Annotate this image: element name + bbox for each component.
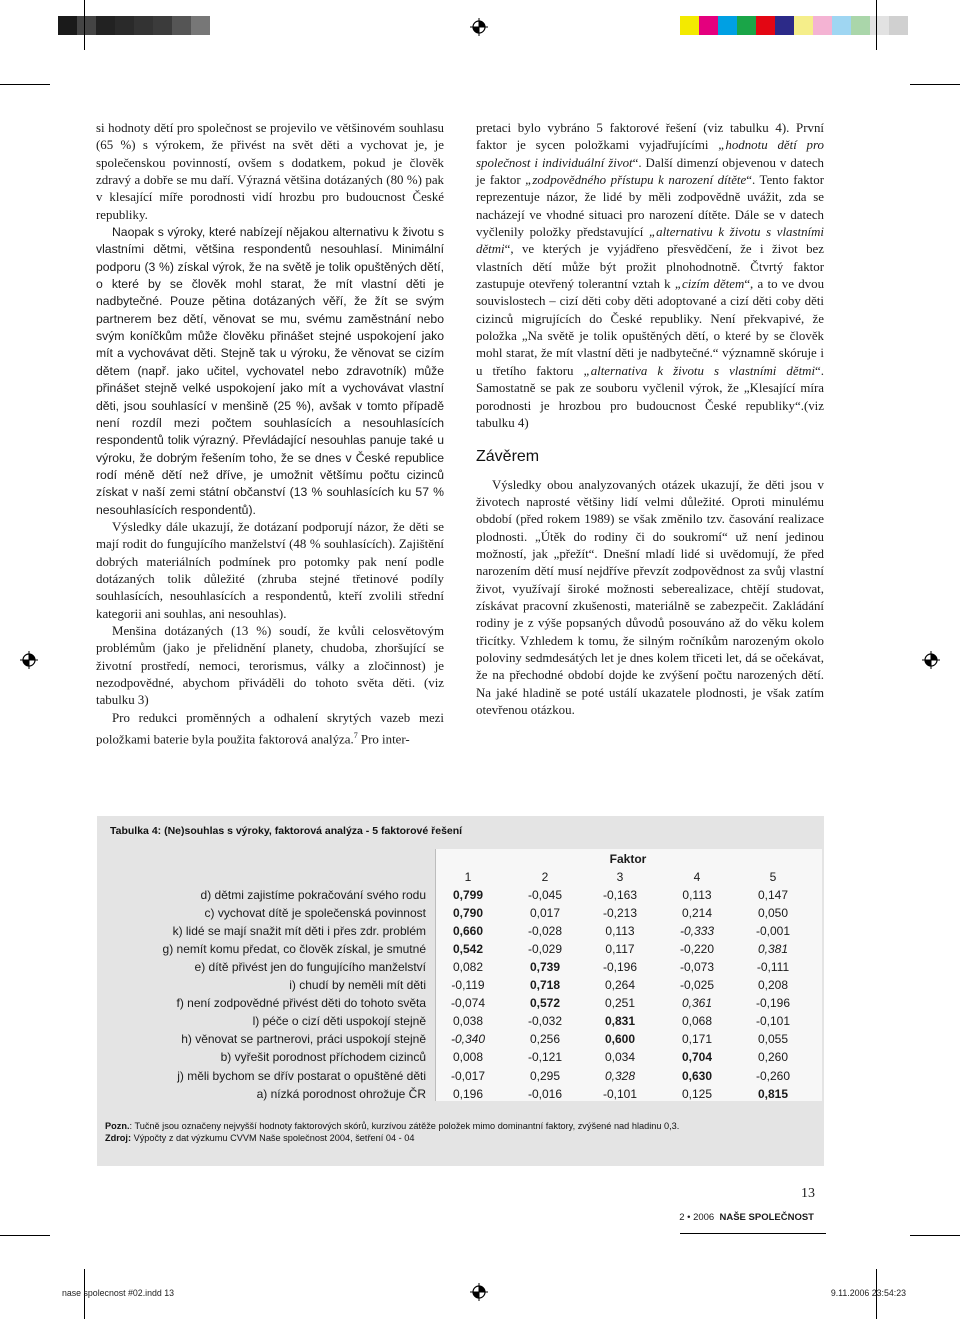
table-cell: -0,119 — [451, 978, 485, 993]
table-cell: -0,111 — [756, 960, 790, 975]
table-cell: -0,101 — [755, 1014, 791, 1029]
magazine-name: NAŠE SPOLEČNOST — [719, 1212, 814, 1223]
table-faktor-header: Faktor — [609, 852, 647, 866]
text-run-italic: „alternativu k životu s vlastními dětmi — [476, 225, 825, 257]
table-cell: 0,208 — [757, 978, 789, 993]
table-row — [97, 888, 821, 906]
table-row — [97, 1032, 821, 1050]
table-cell: 0,017 — [529, 906, 561, 921]
table-cell: 0,082 — [452, 960, 484, 975]
table-cell: -0,073 — [679, 960, 715, 975]
table-cell: 0,381 — [757, 942, 789, 957]
table-cell: 0,256 — [529, 1032, 561, 1047]
table-cell: 0,630 — [681, 1068, 713, 1083]
slug-date: 9.11.2006 23:54:23 — [830, 1288, 906, 1298]
table-cell: 0,068 — [681, 1014, 713, 1029]
left-paragraph-2: Naopak s výroky, které nabízejí nějakou alternativu k životu s vlastními dětmi, většina respondentů nesouhlasí. Minimální podporu (3 %) získal výrok, že na světě je tolik opuštěných dětí, o které by se člověk mohl starat, že mít vlastní děti je nadbytečné. Pouze pětina dotázaných věří, že žít se svým partnerem bez dětí, věnovat se mu, svému zaměstnání nebo svým koníčkům může člověku přinášet stejné uspokojení jako mít a vychovávat děti. Stejně tak u výroku, že věnovat se cizím dětem (např. jako učitel, vychovatel nebo zdravotník) může přinášet stejně velké uspokojení jako mít a vychovávat vlastní děti, jsou souhlasící v menšině (25 %), avšak v tomto případě není rozdíl mezi počtem souhlasících a nesouhlasících respondentů tolik výrazný. Převládající nesouhlas panuje také u výroku, že dobrým řešením toho, že se dnes v České republice rodí méně dětí než dříve, je umožnit většímu počtu cizinců získat v naší zemi státní občanství (13 % souhlasících ku 57 % nesouhlasících respondentů). — [96, 225, 444, 517]
column-header-2: 2 — [541, 870, 549, 884]
row-label: l) péče o cizí děti uspokojí stejně — [252, 1014, 426, 1029]
table-cell: 0,260 — [757, 1050, 789, 1065]
table-row — [97, 978, 821, 996]
column-header-1: 1 — [464, 870, 472, 884]
note-text: : Tučně jsou označeny nejvyšší hodnoty faktorových skórů, kurzívou zátěže položek mimo dominantní faktory, zvýšené nad hladinu 0,3. — [129, 1121, 680, 1131]
column-header-5: 5 — [769, 870, 777, 884]
right-column — [476, 120, 824, 719]
table-row — [97, 1069, 821, 1087]
column-header-3: 3 — [616, 870, 624, 884]
table-cell: 0,831 — [604, 1014, 636, 1029]
table-cell: 0,264 — [604, 978, 636, 993]
text-run-italic: „hodnotu dětí pro společnost i individuální život — [476, 138, 824, 170]
table-cell: 0,572 — [529, 996, 561, 1011]
table-cell: 0,790 — [452, 906, 484, 921]
table-cell: -0,029 — [527, 942, 563, 957]
left-paragraph-5 — [96, 710, 444, 749]
footer-rule — [680, 1233, 826, 1234]
issue-footer — [679, 1212, 814, 1223]
table-cell: -0,196 — [755, 996, 791, 1011]
table-cell: -0,196 — [602, 960, 638, 975]
left-paragraph-4: Menšina dotázaných (13 %) soudí, že kvůli celosvětovým problémům (jako je přelidnění planety, chudoba, zhoršující se životní prostředí, nemoci, terorismus, války a zločinnost) je nezodpovědné, abychom přiváděli do tohoto světa děti. (viz tabulku 3) — [96, 623, 444, 708]
table-cell: 0,328 — [604, 1068, 636, 1083]
right-paragraph-1 — [476, 120, 824, 432]
table-cell: -0,163 — [602, 888, 638, 902]
slug-filename: nase spolecnost #02.indd 13 — [62, 1288, 175, 1298]
left-paragraph-5-end: Pro inter- — [357, 732, 410, 747]
table-cell: -0,333 — [679, 924, 715, 939]
table-cell: 0,739 — [529, 960, 561, 975]
row-label: i) chudí by neměli mít děti — [289, 978, 426, 993]
table-cell: -0,101 — [602, 1086, 638, 1101]
table-cell: 0,196 — [452, 1086, 484, 1101]
right-paragraph-2: Výsledky obou analyzovaných otázek ukazují, že děti jsou v životech naprosté většiny lidí velmi důležité. Oproti minulému období (před rokem 1989) se však změnilo tzv. časování realizace plodnosti. „Útěk do rodiny či do soukromí“ už není jedinou možností, jak „přežít“. Dnešní mladí lidé si uvědomují, že před narozením dětí musí nejdříve převzít zodpovědnost za svůj vlastní život, využívají široké možnosti seberealizace, chtějí studovat, získávat pracovní zkušenosti, materiálně se zabezpečit. Zakládání rodiny je z výše popsaných důvodů posouváno až do věku kolem třicítky. Vzhledem k tomu, že silným ročníkům narozeným okolo poloviny sedmdesátých let je dnes kolem třiceti let, dá se očekávat, že na přechodné období dojde ke zvýšení počtu narozených dětí. Na jaké hladině se poté ustálí ukazatele plodnosti, je však zatím otevřenou otázkou. — [476, 477, 824, 717]
table-title: Tabulka 4: (Ne)souhlas s výroky, faktorová analýza - 5 faktorové řešení — [110, 825, 463, 837]
text-run: “, ve kterých je vyjádřeno přesvědčení, že i život bez vlastních dětí může být prožit plnohodnotně. Čtvrtý faktor zastupuje otevřený tolerantní vztah k — [476, 242, 824, 292]
text-run-italic: „alternativa k životu s vlastními dětmi — [583, 363, 816, 378]
table-row — [97, 1087, 821, 1105]
table-cell: 0,117 — [605, 942, 635, 957]
row-label: f) není zodpovědné přivést děti do tohoto světa — [176, 996, 426, 1011]
table-cell: 0,815 — [757, 1086, 789, 1101]
row-label: e) dítě přivést jen do fungujícího manželství — [194, 960, 426, 975]
registration-target-icon — [470, 18, 488, 36]
table-cell: -0,045 — [527, 888, 563, 902]
table-row — [97, 1050, 821, 1068]
table-cell: -0,001 — [755, 924, 791, 939]
left-column — [96, 120, 444, 749]
text-run: “, a to ve dvou souvislostech – cizí děti coby děti adoptované a cizí děti coby děti cizinců migrujících do České republiky. Není překvapivé, že položka „Na světě je tolik opuštěných dětí, o které by se člověk mohl starat, že mít vlastní děti je nadbytečné.“ významně skóruje i u třetího faktoru — [476, 277, 825, 378]
left-paragraph-3: Výsledky dále ukazují, že dotázaní podporují názor, že děti se mají rodit do fungujícího manželství (48 % souhlasících). Zajištění dobrých materiálních podmínek pro potomky pak není podle dotázaných tolik důležité (zhruba stejné třetinové podíly souhlasících, nesouhlasících a respondentů, kteří zvolili střední kategorii ani souhlas, ani nesouhlas). — [96, 519, 444, 621]
source-text: Výpočty z dat výzkumu CVVM Naše společnost 2004, šetření 04 - 04 — [131, 1133, 415, 1143]
row-label: d) dětmi zajistíme pokračování svého rodu — [200, 888, 426, 902]
row-label: b) vyřešit porodnost příchodem cizinců — [220, 1050, 426, 1065]
table-cell: 0,542 — [452, 942, 484, 957]
table-cell: -0,213 — [602, 906, 638, 921]
table-cell: 0,214 — [681, 906, 713, 921]
table-box — [97, 816, 824, 1166]
table-cell: -0,028 — [527, 924, 563, 939]
table-row — [97, 996, 821, 1014]
table-cell: 0,147 — [757, 888, 789, 902]
table-cell: 0,125 — [681, 1086, 713, 1101]
left-paragraph-1: si hodnoty dětí pro společnost se projevilo ve většinovém souhlasu (65 %) s výrokem, že přivést na svět děti a vychovat je, je společenskou povinností, ovšem s dodatkem, pokud je člověk zdravý a dobře se mu daří. Výrazná většina dotázaných (80 %) pak v klesající míře porodnosti vidí hrozbu pro budoucnost České republiky. — [96, 121, 444, 222]
table-note — [105, 1120, 815, 1144]
text-run-italic: „zodpovědného přístupu k narození dítěte — [525, 173, 747, 188]
table-cell: -0,220 — [679, 942, 715, 957]
source-label: Zdroj: — [105, 1133, 132, 1143]
table-row — [97, 906, 821, 924]
note-label: Pozn. — [105, 1121, 130, 1131]
table-cell: -0,074 — [450, 996, 486, 1011]
table-cell: 0,295 — [529, 1068, 561, 1083]
footnote-ref: 7 — [353, 731, 358, 741]
row-label: h) věnovat se partnerovi, práci uspokojí stejně — [181, 1032, 426, 1047]
issue-label: 2 • 2006 — [679, 1212, 715, 1223]
table-cell: -0,016 — [527, 1086, 563, 1101]
table-cell: 0,251 — [604, 996, 636, 1011]
table-cell: 0,050 — [757, 906, 789, 921]
section-heading: Závěrem — [476, 448, 540, 466]
text-run: pretaci bylo vybráno 5 faktorové řešení (viz tabulku 4). První faktor je sycen položkami vyjadřujícími — [476, 121, 824, 153]
table-cell: 0,704 — [681, 1050, 713, 1065]
row-label: j) měli bychom se dřív postarat o opuštěné děti — [177, 1068, 426, 1083]
table-row — [97, 1014, 821, 1032]
page-number: 13 — [801, 1186, 815, 1201]
table-cell: 0,799 — [452, 888, 484, 902]
table-cell: -0,032 — [527, 1014, 563, 1029]
text-run-italic: „cizím dětem — [674, 277, 745, 292]
table-cell: 0,718 — [529, 978, 561, 993]
table-row — [97, 924, 821, 942]
table-cell: -0,121 — [527, 1050, 563, 1065]
table-cell: 0,008 — [452, 1050, 484, 1065]
table-cell: 0,038 — [452, 1014, 484, 1029]
registration-target-icon — [20, 651, 38, 669]
table-cell: 0,600 — [604, 1032, 636, 1047]
table-row — [97, 960, 821, 978]
table-cell: 0,113 — [605, 924, 635, 939]
table-row — [97, 942, 821, 960]
left-paragraph-5-text: Pro redukci proměnných a odhalení skrytých vazeb mezi položkami baterie byla použita faktorová analýza. — [96, 710, 444, 747]
table-cell: 0,660 — [452, 924, 484, 939]
column-header-4: 4 — [693, 870, 701, 884]
table-cell: 0,034 — [604, 1050, 636, 1065]
table-cell: 0,113 — [682, 888, 712, 902]
table-cell: -0,025 — [679, 978, 715, 993]
registration-target-icon — [470, 1283, 488, 1301]
table-cell: -0,017 — [450, 1068, 486, 1083]
text-run: “. Další dimenzí objevenou v datech je faktor — [476, 155, 824, 188]
table-cell: -0,260 — [755, 1068, 791, 1083]
table-cell: 0,361 — [681, 996, 713, 1011]
row-label: k) lidé se mají snažit mít děti i přes zdr. problém — [172, 924, 426, 939]
table-cell: -0,340 — [450, 1032, 486, 1047]
row-label: a) nízká porodnost ohrožuje ČR — [256, 1086, 426, 1101]
registration-target-icon — [922, 651, 940, 669]
text-run: “. Samostatně se pak ze souboru vyčlenil výrok, že „Klesající míra porodnosti je hrozbou pro budoucnost České republiky“.(viz tabulku 4) — [476, 363, 824, 430]
text-run: “. Tento faktor reprezentuje názor, že lidé by měli zodpovědně uvážit, zda se nacházejí ve vhodné situaci pro narození dítěte. Dále se v datech vyčlenily položky představující — [476, 173, 824, 240]
table-cell: 0,055 — [757, 1032, 789, 1047]
row-label: g) nemít komu předat, co člověk získal, je smutné — [162, 942, 426, 957]
table-cell: 0,171 — [681, 1032, 713, 1047]
row-label: c) vychovat dítě je společenská povinnost — [204, 906, 426, 921]
